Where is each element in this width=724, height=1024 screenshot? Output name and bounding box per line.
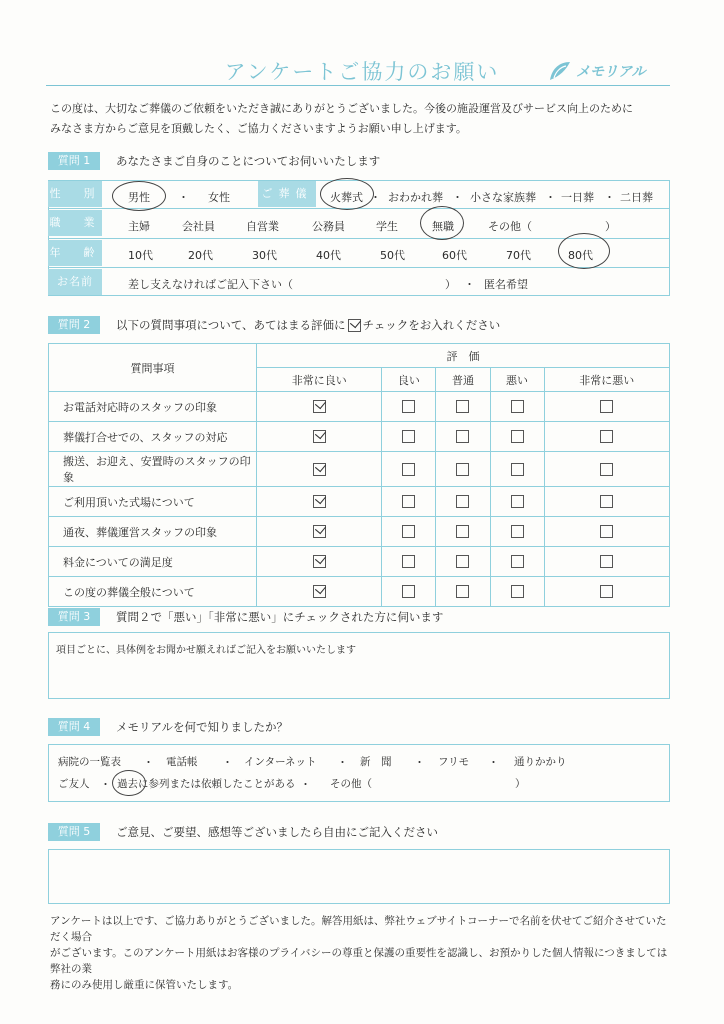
rating-checkbox[interactable] (313, 525, 326, 538)
rating-cell (490, 452, 544, 487)
rating-checkbox[interactable] (511, 463, 524, 476)
rating-cell (544, 547, 669, 577)
rating-cell (490, 577, 544, 607)
rating-cell (436, 392, 490, 422)
intro-text (50, 99, 670, 139)
occupation-self-employed[interactable]: 自営業 (246, 220, 279, 233)
q2-text-before: 以下の質問事項について、あてはまる評価に (116, 318, 346, 332)
gender-male[interactable]: 男性 (128, 191, 150, 204)
rating-header: 普通 (436, 368, 490, 392)
funeral-one-day[interactable]: 一日葬 (561, 191, 594, 204)
q2-badge: 質問 2 (48, 316, 100, 334)
rating-checkbox[interactable] (402, 430, 415, 443)
logo-text: メモリアル (576, 64, 646, 80)
intro-line-1: この度は、大切なご葬儀のご依頼をいただき誠にありがとうございました。今後の施設運営及びサービス向上のために (50, 102, 633, 115)
rating-cell (382, 487, 436, 517)
q3-badge: 質問 3 (48, 608, 100, 626)
rating-checkbox[interactable] (402, 400, 415, 413)
question-item-label: お電話対応時のスタッフの印象 (49, 392, 257, 422)
age-10s[interactable]: 10代 (128, 249, 153, 262)
rating-cell (257, 547, 382, 577)
checkmark-icon (348, 319, 361, 332)
source-friend[interactable]: ご友人 (58, 778, 90, 790)
funeral-label: ご葬儀 (258, 181, 316, 207)
rating-checkbox[interactable] (313, 555, 326, 568)
question-item-label: 通夜、葬儀運営スタッフの印象 (49, 517, 257, 547)
gender-female[interactable]: 女性 (208, 191, 230, 204)
rating-checkbox[interactable] (313, 495, 326, 508)
gender-label: 性 別 (48, 181, 102, 207)
rating-cell (436, 547, 490, 577)
table-row (49, 452, 670, 487)
source-past-attendance[interactable]: 過去に参列または依頼したことがある (117, 778, 296, 790)
rating-checkbox[interactable] (456, 555, 469, 568)
rating-checkbox[interactable] (600, 400, 613, 413)
rating-checkbox[interactable] (402, 463, 415, 476)
name-prompt: 差し支えなければご記入下さい（ (128, 278, 293, 291)
company-logo (548, 58, 645, 84)
age-40s[interactable]: 40代 (316, 249, 341, 262)
rating-cell (257, 422, 382, 452)
rating-cell (544, 392, 669, 422)
footer-line-3: 務にのみ使用し厳重に保管いたします。 (50, 979, 239, 991)
name-close: ） (445, 278, 456, 291)
page-title: アンケートご協力のお願い (224, 60, 500, 84)
rating-checkbox[interactable] (511, 585, 524, 598)
rating-checkbox[interactable] (511, 525, 524, 538)
q4-box (48, 744, 670, 802)
question-item-label: 葬儀打合せでの、スタッフの対応 (49, 422, 257, 452)
rating-checkbox[interactable] (600, 463, 613, 476)
rating-cell (436, 577, 490, 607)
question-item-label: 料金についての満足度 (49, 547, 257, 577)
q5-text: ご意見、ご要望、感想等ございましたら自由にご記入ください (116, 825, 438, 839)
selection-circle (320, 178, 374, 210)
rating-header: 非常に良い (257, 368, 382, 392)
rating-cell (544, 422, 669, 452)
q3-text: 質問２で「悪い」「非常に悪い」にチェックされた方に伺います (116, 610, 444, 624)
footer-line-1: アンケートは以上です、ご協力ありがとうございました。解答用紙は、弊社ウェブサイトコーナーで名前を伏せてご紹介させていただく場合 (50, 915, 667, 943)
rating-cell (544, 517, 669, 547)
source-passing-by[interactable]: 通りかかり (514, 756, 567, 768)
rating-checkbox[interactable] (456, 400, 469, 413)
funeral-two-day[interactable]: 二日葬 (620, 191, 653, 204)
funeral-family[interactable]: 小さな家族葬 (470, 191, 536, 204)
question-item-label: 搬送、お迎え、安置時のスタッフの印象 (49, 452, 257, 487)
q1-badge: 質問 1 (48, 152, 100, 170)
rating-checkbox[interactable] (313, 585, 326, 598)
rating-cell (382, 452, 436, 487)
rating-cell (382, 517, 436, 547)
table-row (49, 392, 670, 422)
table-row (49, 487, 670, 517)
rating-checkbox[interactable] (402, 555, 415, 568)
rating-cell (257, 487, 382, 517)
occupation-other[interactable]: その他（ (488, 220, 532, 233)
rating-header: 非常に悪い (544, 368, 669, 392)
selection-circle (558, 233, 610, 269)
rating-cell (436, 487, 490, 517)
evaluation-table (48, 343, 670, 607)
name-label: お名前 (48, 269, 102, 295)
q5-answer-box[interactable] (48, 849, 670, 904)
rating-checkbox[interactable] (511, 430, 524, 443)
funeral-farewell[interactable]: おわかれ葬 (388, 191, 443, 204)
selection-circle (112, 770, 146, 796)
occupation-other-close: ） (605, 220, 616, 233)
table-row (49, 517, 670, 547)
q4-text: メモリアルを何で知りましたか？ (116, 720, 289, 734)
rating-header: 良い (382, 368, 436, 392)
rating-cell (544, 487, 669, 517)
rating-cell (490, 547, 544, 577)
rating-cell (544, 577, 669, 607)
rating-checkbox[interactable] (313, 430, 326, 443)
rating-cell (257, 577, 382, 607)
rating-cell (436, 452, 490, 487)
rating-cell (436, 422, 490, 452)
funeral-cremation[interactable]: 火葬式 (330, 191, 363, 204)
q4-badge: 質問 4 (48, 718, 100, 736)
selection-circle (112, 181, 166, 211)
footer-line-2: がございます。このアンケート用紙はお客様のプライバシーの尊重と保護の重要性を認識し、お預かりした個人情報につきましては弊社の業 (50, 947, 668, 975)
source-furimo[interactable]: フリモ (438, 756, 470, 768)
rating-cell (382, 392, 436, 422)
age-20s[interactable]: 20代 (188, 249, 213, 262)
rating-cell (490, 422, 544, 452)
rating-cell (257, 452, 382, 487)
occupation-civil-servant[interactable]: 公務員 (312, 220, 345, 233)
q3-prompt: 項目ごとに、具体例をお聞かせ願えればご記入をお願いいたします (56, 645, 356, 656)
rating-cell (544, 452, 669, 487)
question-item-label: ご利用頂いた式場について (49, 487, 257, 517)
col-item-header: 質問事項 (49, 344, 257, 392)
rating-checkbox[interactable] (511, 555, 524, 568)
rating-cell (257, 517, 382, 547)
source-phonebook[interactable]: 電話帳 (166, 756, 198, 768)
age-80s[interactable]: 80代 (568, 249, 593, 262)
rating-cell (490, 392, 544, 422)
occupation-unemployed[interactable]: 無職 (432, 220, 454, 233)
occupation-housewife[interactable]: 主婦 (128, 220, 150, 233)
age-60s[interactable]: 60代 (442, 249, 467, 262)
source-newspaper[interactable]: 新 聞 (360, 756, 392, 768)
rating-header: 悪い (490, 368, 544, 392)
rating-cell (436, 517, 490, 547)
age-70s[interactable]: 70代 (506, 249, 531, 262)
intro-line-2: みなさま方からご意見を頂戴したく、ご協力くださいますようお願い申し上げます。 (50, 122, 467, 135)
rating-cell (490, 517, 544, 547)
occupation-label: 職 業 (48, 210, 102, 236)
rating-cell (257, 392, 382, 422)
rating-checkbox[interactable] (456, 525, 469, 538)
rating-cell (490, 487, 544, 517)
rating-cell (382, 547, 436, 577)
q2-text (116, 317, 500, 333)
rating-checkbox[interactable] (600, 525, 613, 538)
source-internet[interactable]: インターネット (244, 756, 317, 768)
source-other-close: ） (515, 778, 526, 790)
rating-checkbox[interactable] (402, 495, 415, 508)
rating-checkbox[interactable] (456, 585, 469, 598)
rating-checkbox[interactable] (600, 585, 613, 598)
footer-note (50, 913, 674, 993)
q2-text-after: チェックをお入れください (362, 318, 501, 332)
rating-checkbox[interactable] (456, 495, 469, 508)
table-row (49, 577, 670, 607)
rating-checkbox[interactable] (511, 400, 524, 413)
rating-checkbox[interactable] (313, 400, 326, 413)
source-other[interactable]: その他（ (330, 778, 372, 790)
rating-checkbox[interactable] (600, 555, 613, 568)
rating-checkbox[interactable] (511, 495, 524, 508)
source-hospital-list[interactable]: 病院の一覧表 (58, 756, 121, 768)
selection-circle (420, 206, 464, 240)
rating-checkbox[interactable] (600, 430, 613, 443)
rating-checkbox[interactable] (402, 585, 415, 598)
rating-checkbox[interactable] (456, 430, 469, 443)
age-30s[interactable]: 30代 (252, 249, 277, 262)
table-row (49, 422, 670, 452)
question-item-label: この度の葬儀全般について (49, 577, 257, 607)
age-50s[interactable]: 50代 (380, 249, 405, 262)
occupation-employee[interactable]: 会社員 (182, 220, 215, 233)
rating-checkbox[interactable] (402, 525, 415, 538)
leaf-logo-icon (548, 60, 572, 82)
q1-text: あなたさまご自身のことについてお伺いいたします (116, 154, 381, 168)
rating-cell (382, 577, 436, 607)
title-divider (46, 85, 670, 86)
rating-cell (382, 422, 436, 452)
q5-badge: 質問 5 (48, 823, 100, 841)
rating-checkbox[interactable] (313, 463, 326, 476)
col-eval-header: 評 価 (257, 344, 670, 368)
table-row (49, 547, 670, 577)
occupation-student[interactable]: 学生 (376, 220, 398, 233)
rating-checkbox[interactable] (600, 495, 613, 508)
age-label: 年 齢 (48, 240, 102, 266)
rating-checkbox[interactable] (456, 463, 469, 476)
name-anonymous[interactable]: 匿名希望 (484, 278, 528, 291)
